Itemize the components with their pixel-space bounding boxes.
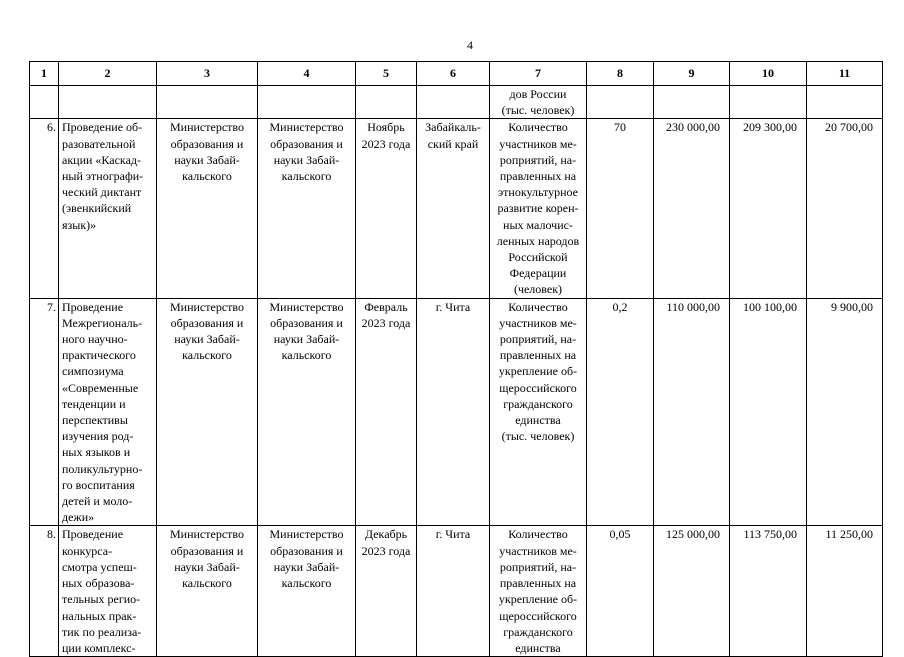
place-cell: Забайкаль- ский край (417, 119, 490, 298)
regional-cell: 11 250,00 (807, 526, 883, 657)
table-cell (417, 86, 490, 119)
total-cell: 230 000,00 (654, 119, 730, 298)
header-row (30, 62, 883, 86)
table-cell (258, 86, 356, 119)
total-cell: 110 000,00 (654, 298, 730, 526)
continuation-row (30, 86, 883, 119)
header-cell-8: 8 (587, 62, 654, 86)
table-cell (157, 86, 258, 119)
header-cell-6: 6 (417, 62, 490, 86)
table-cell (356, 86, 417, 119)
indicator-cell: Количество участников ме- роприятий, на- правленных на укрепление об- щероссийского гражданского единства (тыс. человек) (490, 298, 587, 526)
header-cell-2: 2 (59, 62, 157, 86)
table-cell (730, 86, 807, 119)
header-cell-5: 5 (356, 62, 417, 86)
table-cell (587, 86, 654, 119)
date-cell: Февраль 2023 года (356, 298, 417, 526)
header-cell-11: 11 (807, 62, 883, 86)
value-cell: 70 (587, 119, 654, 298)
executor-cell: Министерство образования и науки Забай- кальского (258, 298, 356, 526)
header-cell-10: 10 (730, 62, 807, 86)
header-cell-9: 9 (654, 62, 730, 86)
table-cell (59, 86, 157, 119)
header-cell-3: 3 (157, 62, 258, 86)
responsible-cell: Министерство образования и науки Забай- кальского (157, 119, 258, 298)
date-cell: Декабрь 2023 года (356, 526, 417, 657)
total-cell: 125 000,00 (654, 526, 730, 657)
regional-cell: 20 700,00 (807, 119, 883, 298)
table-cell (654, 86, 730, 119)
table-row (30, 298, 883, 526)
indicator-cell: Количество участников ме- роприятий, на- правленных на укрепление об- щероссийского гражданского единства (490, 526, 587, 657)
table-row (30, 526, 883, 657)
event-cell: Проведение Межрегиональ- ного научно- практического симпозиума «Современные тенденции и перспективы изучения род- ных языков и поликультурно- го воспитания детей и моло- дежи» (59, 298, 157, 526)
value-cell: 0,2 (587, 298, 654, 526)
row-number: 6. (30, 119, 59, 298)
responsible-cell: Министерство образования и науки Забай- кальского (157, 526, 258, 657)
program-table (29, 61, 883, 657)
executor-cell: Министерство образования и науки Забай- кальского (258, 119, 356, 298)
row-number: 7. (30, 298, 59, 526)
indicator-cell: Количество участников ме- роприятий, на- правленных на этнокультурное развитие корен- ных малочис- ленных народов Российской Федерации (человек) (490, 119, 587, 298)
date-cell: Ноябрь 2023 года (356, 119, 417, 298)
executor-cell: Министерство образования и науки Забай- кальского (258, 526, 356, 657)
header-cell-7: 7 (490, 62, 587, 86)
event-cell: Проведение конкурса- смотра успеш- ных образова- тельных регио- нальных прак- тик по реализа- ции комплекс- (59, 526, 157, 657)
federal-cell: 100 100,00 (730, 298, 807, 526)
place-cell: г. Чита (417, 526, 490, 657)
regional-cell: 9 900,00 (807, 298, 883, 526)
row-number: 8. (30, 526, 59, 657)
federal-cell: 209 300,00 (730, 119, 807, 298)
federal-cell: 113 750,00 (730, 526, 807, 657)
place-cell: г. Чита (417, 298, 490, 526)
page-number: 4 (467, 38, 473, 52)
table-row (30, 119, 883, 298)
header-cell-4: 4 (258, 62, 356, 86)
responsible-cell: Министерство образования и науки Забай- кальского (157, 298, 258, 526)
table-cell (30, 86, 59, 119)
event-cell: Проведение об- разовательной акции «Каскад- ный этнографи- ческий диктант (эвенкийский язык)» (59, 119, 157, 298)
table-cell (807, 86, 883, 119)
indicator-cell: дов России (тыс. человек) (490, 86, 587, 119)
value-cell: 0,05 (587, 526, 654, 657)
header-cell-1: 1 (30, 62, 59, 86)
